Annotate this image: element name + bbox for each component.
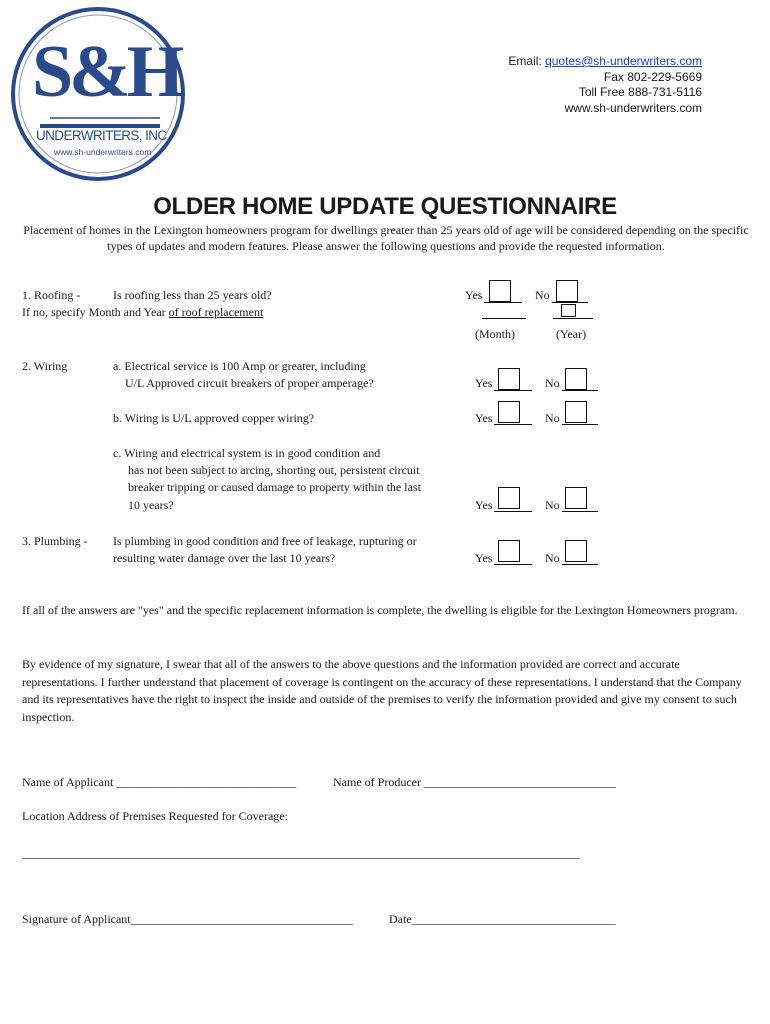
q2a-line2: U/L Approved circuit breakers of proper amperage? [125,376,374,390]
signature-field[interactable]: Signature of Applicant_____________________________________ [22,912,353,926]
q2a-line1: a. Electrical service is 100 Amp or greater, including [113,359,366,373]
q1-followup [22,305,263,320]
q2b-yes-underline [494,424,532,425]
q1-label: 1. Roofing - [22,288,81,302]
q2b-no-label: No [545,411,560,425]
q1-question: Is roofing less than 25 years old? [113,288,272,302]
date-field[interactable]: Date__________________________________ [389,912,616,926]
q1-year-line [553,318,593,319]
q1-yes-underline [484,302,522,303]
q3-yes-checkbox[interactable] [498,540,520,562]
q2b-text: b. Wiring is U/L approved copper wiring? [113,411,315,425]
q2a-no-underline [562,390,598,391]
q2c-line4: 10 years? [128,498,174,512]
email-line [508,54,702,70]
q2c-line2: has not been subject to arcing, shorting out, persistent circuit [128,463,420,477]
q2-label: 2. Wiring [22,359,68,373]
q2b-no-checkbox[interactable] [565,401,587,423]
q1-no-label: No [535,288,550,302]
q3-line1: Is plumbing in good condition and free of leakage, rupturing or [113,534,417,548]
logo-url-text: www.sh-underwriters.com [54,147,152,157]
q1-month-line [482,318,526,319]
q2c-line3: breaker tripping or caused damage to property within the last [128,480,421,494]
eligibility-paragraph: If all of the answers are "yes" and the specific replacement information is complete, the dwelling is eligible for the Lexington Homeowners program. [22,603,738,617]
location-address-field[interactable]: _____________________________________________________________________________________________ [22,846,580,860]
q2c-no-underline [562,511,598,512]
q1-yes-checkbox[interactable] [489,280,511,302]
q2c-line1: c. Wiring and electrical system is in good condition and [113,446,381,460]
declaration-paragraph: By evidence of my signature, I swear that all of the answers to the above questions and the information provided are correct and accurate representations. I further understand that placement of coverage is contingent on the accuracy of these representations. I understand that the Company and its representatives have the right to inspect the inside and outside of the premises to verify the information provided and give my consent to such inspection. [22,657,742,724]
intro-paragraph: Placement of homes in the Lexington homeowners program for dwellings greater than 25 years old of age will be considered depending on the specific types of updates and modern features. Please answer the following questions and provide the requested information. [23,223,749,253]
location-label: Location Address of Premises Requested for Coverage: [22,809,288,823]
q1-followup-underlined: of roof replacement [168,305,264,319]
q3-yes-label: Yes [475,551,493,565]
q3-line2: resulting water damage over the last 10 years? [113,551,336,565]
q2c-yes-underline [494,511,532,512]
q1-no-underline [552,302,588,303]
email-link[interactable]: quotes@sh-underwriters.com [545,54,702,68]
contact-info [508,54,702,116]
q3-no-underline [562,564,598,565]
applicant-name-field[interactable]: Name of Applicant ______________________________ [22,775,297,789]
q3-no-checkbox[interactable] [565,540,587,562]
email-label: Email: [508,54,546,68]
tollfree-line: Toll Free 888-731-5116 [578,85,702,99]
q2c-no-checkbox[interactable] [565,487,587,509]
q1-yes-label: Yes [465,288,483,302]
website-line: www.sh-underwriters.com [564,100,702,115]
q2a-yes-label: Yes [475,376,493,390]
q1-no-checkbox[interactable] [556,280,578,302]
q2c-yes-checkbox[interactable] [498,487,520,509]
company-logo [10,6,186,182]
q3-yes-underline [494,564,532,565]
logo-main-text: S&H [32,31,181,113]
page-title: OLDER HOME UPDATE QUESTIONNAIRE [153,193,617,220]
q2a-yes-checkbox[interactable] [498,368,520,390]
logo-sub-text: UNDERWRITERS, INC. [36,128,170,143]
q2a-no-label: No [545,376,560,390]
q3-no-label: No [545,551,560,565]
q3-label: 3. Plumbing - [22,534,88,548]
q1-followup-prefix: If no, specify Month and Year [22,305,169,319]
q2c-yes-label: Yes [475,498,493,512]
q1-year-label: (Year) [556,327,587,341]
q1-year-box[interactable] [561,304,576,317]
q2a-yes-underline [494,390,532,391]
q2b-no-underline [562,424,598,425]
q1-month-label: (Month) [475,327,515,341]
q2b-yes-label: Yes [475,411,493,425]
q2a-no-checkbox[interactable] [565,368,587,390]
fax-line: Fax 802-229-5669 [603,69,702,84]
q2c-no-label: No [545,498,560,512]
q2b-yes-checkbox[interactable] [498,401,520,423]
producer-name-field[interactable]: Name of Producer ________________________________ [333,775,616,789]
